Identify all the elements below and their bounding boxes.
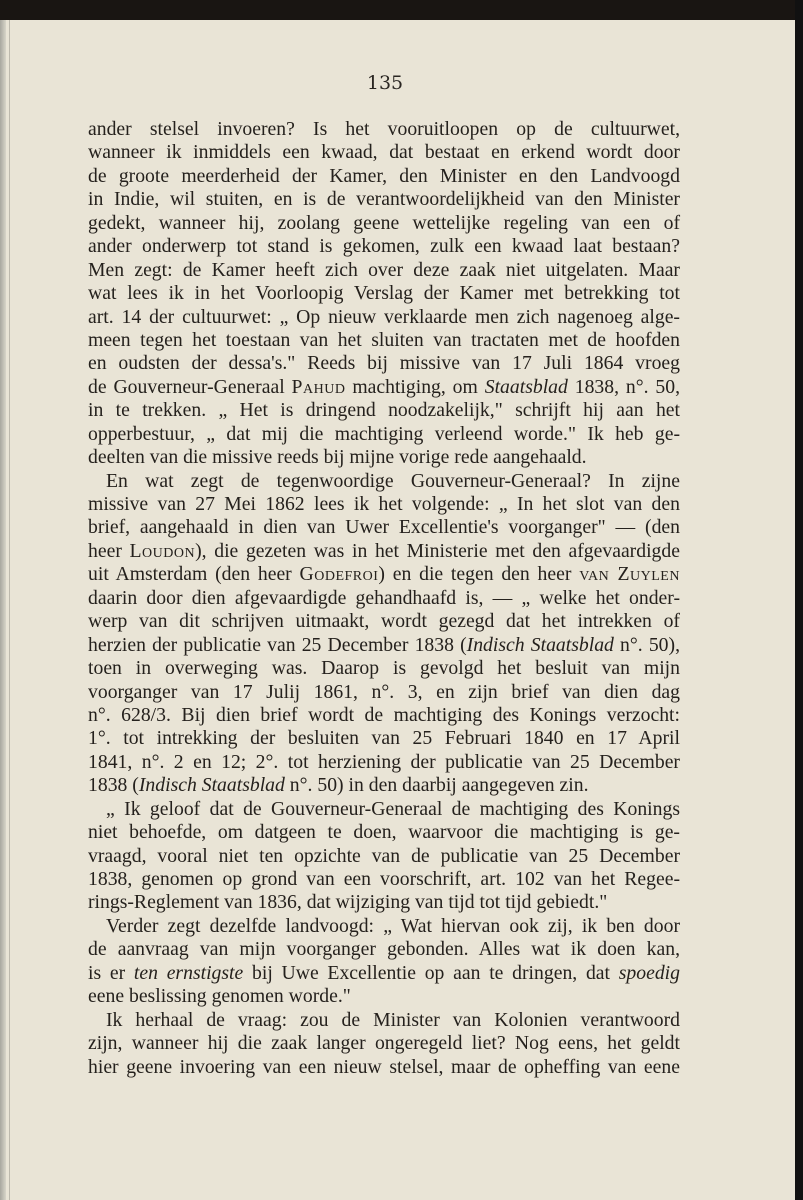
text-segment: in Indie, wil stuiten, en is de verantwoordelijkheid van den Minister	[88, 188, 680, 211]
text-segment: opperbestuur, „ dat mij die machtiging verleend worde." Ik heb ge-	[88, 422, 680, 445]
text-line	[88, 657, 680, 680]
text-line	[88, 141, 680, 164]
text-segment: ander stelsel invoeren? Is het vooruitloopen op de cultuurwet,	[88, 118, 680, 140]
text-segment: in te trekken. „ Het is dringend noodzakelijk," schrijft hij aan het	[88, 399, 680, 422]
text-segment: hier geene invoering van een nieuw stelsel, maar de opheffing van eene	[88, 1055, 680, 1078]
text-segment: uit Amsterdam (den heer	[88, 563, 300, 586]
text-line	[88, 399, 680, 422]
text-line	[88, 891, 680, 914]
text-segment: 1°. tot intrekking der besluiten van 25 Februari 1840 en 17 April	[88, 727, 680, 750]
text-line	[88, 798, 680, 821]
person-name: Loudon	[129, 539, 196, 562]
text-line	[88, 470, 680, 493]
person-name: Pahud	[291, 375, 346, 398]
text-line	[88, 282, 680, 305]
text-segment: toen in overweging was. Daarop is gevolgd het besluit van mijn	[88, 657, 680, 680]
person-name: van Zuylen	[579, 563, 680, 586]
text-segment: 1841, n°. 2 en 12; 2°. tot herziening der publicatie van 25 December	[88, 750, 680, 773]
text-segment: meen tegen het toestaan van het sluiten van tractaten met de hoofden	[88, 328, 680, 351]
text-line	[88, 352, 680, 375]
text-segment: is er	[88, 961, 134, 984]
text-segment: herzien der publicatie van 25 December 1838 (	[88, 633, 467, 656]
scan-top-border	[0, 0, 803, 20]
text-segment: niet behoefde, om datgeen te doen, waarvoor die machtiging is ge-	[88, 821, 680, 844]
text-line	[88, 727, 680, 750]
text-line	[88, 751, 680, 774]
text-line	[88, 376, 680, 399]
text-line	[88, 446, 680, 469]
italic-text: Staatsblad	[484, 375, 568, 398]
text-line	[88, 563, 680, 586]
text-line	[88, 423, 680, 446]
text-segment: de Gouverneur-Generaal	[88, 375, 292, 398]
text-segment: en oudsten der dessa's." Reeds bij missive van 17 Juli 1864 vroeg	[88, 352, 680, 375]
text-line	[88, 681, 680, 704]
text-line	[88, 774, 680, 797]
text-line	[88, 610, 680, 633]
text-segment: „ Ik geloof dat de Gouverneur-Generaal de machtiging des Konings	[106, 797, 680, 820]
text-segment: vraagd, vooral niet ten opzichte van de publicatie van 25 December	[88, 844, 680, 867]
italic-text: ten ernstigste	[133, 961, 244, 984]
text-segment: Men zegt: de Kamer heeft zich over deze zaak niet uitgelaten. Maar	[88, 258, 680, 281]
text-segment: 1838 (	[88, 774, 139, 797]
text-line	[88, 212, 680, 235]
text-segment: missive van 27 Mei 1862 lees ik het volgende: „ In het slot van den	[88, 493, 680, 515]
text-line	[88, 493, 680, 516]
text-segment: En wat zegt de tegenwoordige Gouverneur-Generaal? In zijne	[106, 469, 680, 492]
text-segment: Ik herhaal de vraag: zou de Minister van Kolonien verantwoord	[106, 1008, 680, 1031]
page-number: 135	[366, 72, 404, 94]
text-line	[88, 188, 680, 211]
text-segment: ander onderwerp tot stand is gekomen, zulk een kwaad laat bestaan?	[88, 235, 680, 258]
text-line	[88, 587, 680, 610]
text-segment: 1838, genomen op grond van een voorschrift, art. 102 van het Regee-	[88, 868, 680, 890]
text-line	[88, 938, 680, 961]
text-line	[88, 1056, 680, 1079]
person-name: Godefroi	[299, 563, 379, 586]
text-segment: 1838, n°. 50,	[567, 375, 681, 398]
page-fold-line	[9, 20, 10, 1200]
page-left-edge	[0, 20, 6, 1200]
text-segment: eene beslissing genomen worde."	[88, 985, 351, 1008]
text-segment: heer	[88, 539, 130, 562]
text-segment: n°. 50),	[613, 633, 681, 656]
text-line	[88, 704, 680, 727]
text-segment: werp van dit schrijven uitmaakt, wordt gezegd dat het intrekken of	[88, 610, 680, 633]
text-segment: machtiging, om	[345, 375, 485, 398]
text-segment: bij Uwe Excellentie op aan te dringen, dat	[243, 961, 619, 984]
text-line	[88, 540, 680, 563]
text-segment: deelten van die missive reeds bij mijne vorige rede aangehaald.	[88, 446, 587, 469]
italic-text: spoedig	[618, 961, 680, 984]
text-line	[88, 915, 680, 938]
text-segment: daarin door dien afgevaardigde gehandhaafd is, — „ welke het onder-	[88, 586, 680, 609]
text-segment: Verder zegt dezelfde landvoogd: „ Wat hiervan ook zij, ik ben door	[106, 914, 680, 937]
text-line	[88, 868, 680, 891]
text-line	[88, 1009, 680, 1032]
text-line	[88, 259, 680, 282]
text-segment: brief, aangehaald in dien van Uwer Excellentie's voorganger" — (den	[88, 516, 680, 539]
text-line	[88, 845, 680, 868]
text-line	[88, 821, 680, 844]
text-segment: rings-Reglement van 1836, dat wijziging van tijd tot tijd gebiedt."	[88, 891, 608, 914]
text-line	[88, 118, 680, 141]
text-segment: zijn, wanneer hij die zaak langer ongeregeld liet? Nog eens, het geldt	[88, 1032, 680, 1055]
text-line	[88, 962, 680, 985]
text-line	[88, 1032, 680, 1055]
text-segment: n°. 50) in den daarbij aangegeven zin.	[284, 774, 589, 797]
scan-right-border	[795, 0, 803, 1200]
text-line	[88, 329, 680, 352]
text-line	[88, 306, 680, 329]
italic-text: Indisch Staatsblad	[466, 633, 614, 656]
text-segment: n°. 628/3. Bij dien brief wordt de machtiging des Konings verzocht:	[88, 703, 680, 726]
text-line	[88, 165, 680, 188]
italic-text: Indisch Staatsblad	[138, 774, 285, 797]
text-segment: de aanvraag van mijn voorganger gebonden. Alles wat ik doen kan,	[88, 938, 680, 961]
text-segment: gedekt, wanneer hij, zoolang geene wettelijke regeling van een of	[88, 211, 680, 234]
text-segment: ), die gezeten was in het Ministerie met den afgevaardigde	[195, 539, 680, 562]
text-segment: wanneer ik inmiddels een kwaad, dat bestaat en erkend wordt door	[88, 141, 680, 164]
text-segment: art. 14 der cultuurwet: „ Op nieuw verklaarde men zich nagenoeg alge-	[88, 305, 680, 328]
text-segment: de groote meerderheid der Kamer, den Minister en den Landvoogd	[88, 164, 680, 187]
body-text	[88, 118, 680, 1079]
text-line	[88, 516, 680, 539]
text-line	[88, 634, 680, 657]
text-line	[88, 235, 680, 258]
text-line	[88, 985, 680, 1008]
text-segment: ) en die tegen den heer	[378, 563, 580, 586]
text-segment: wat lees ik in het Voorloopig Verslag der Kamer met betrekking tot	[88, 282, 680, 305]
text-segment: voorganger van 17 Julij 1861, n°. 3, en zijn brief van dien dag	[88, 680, 680, 703]
